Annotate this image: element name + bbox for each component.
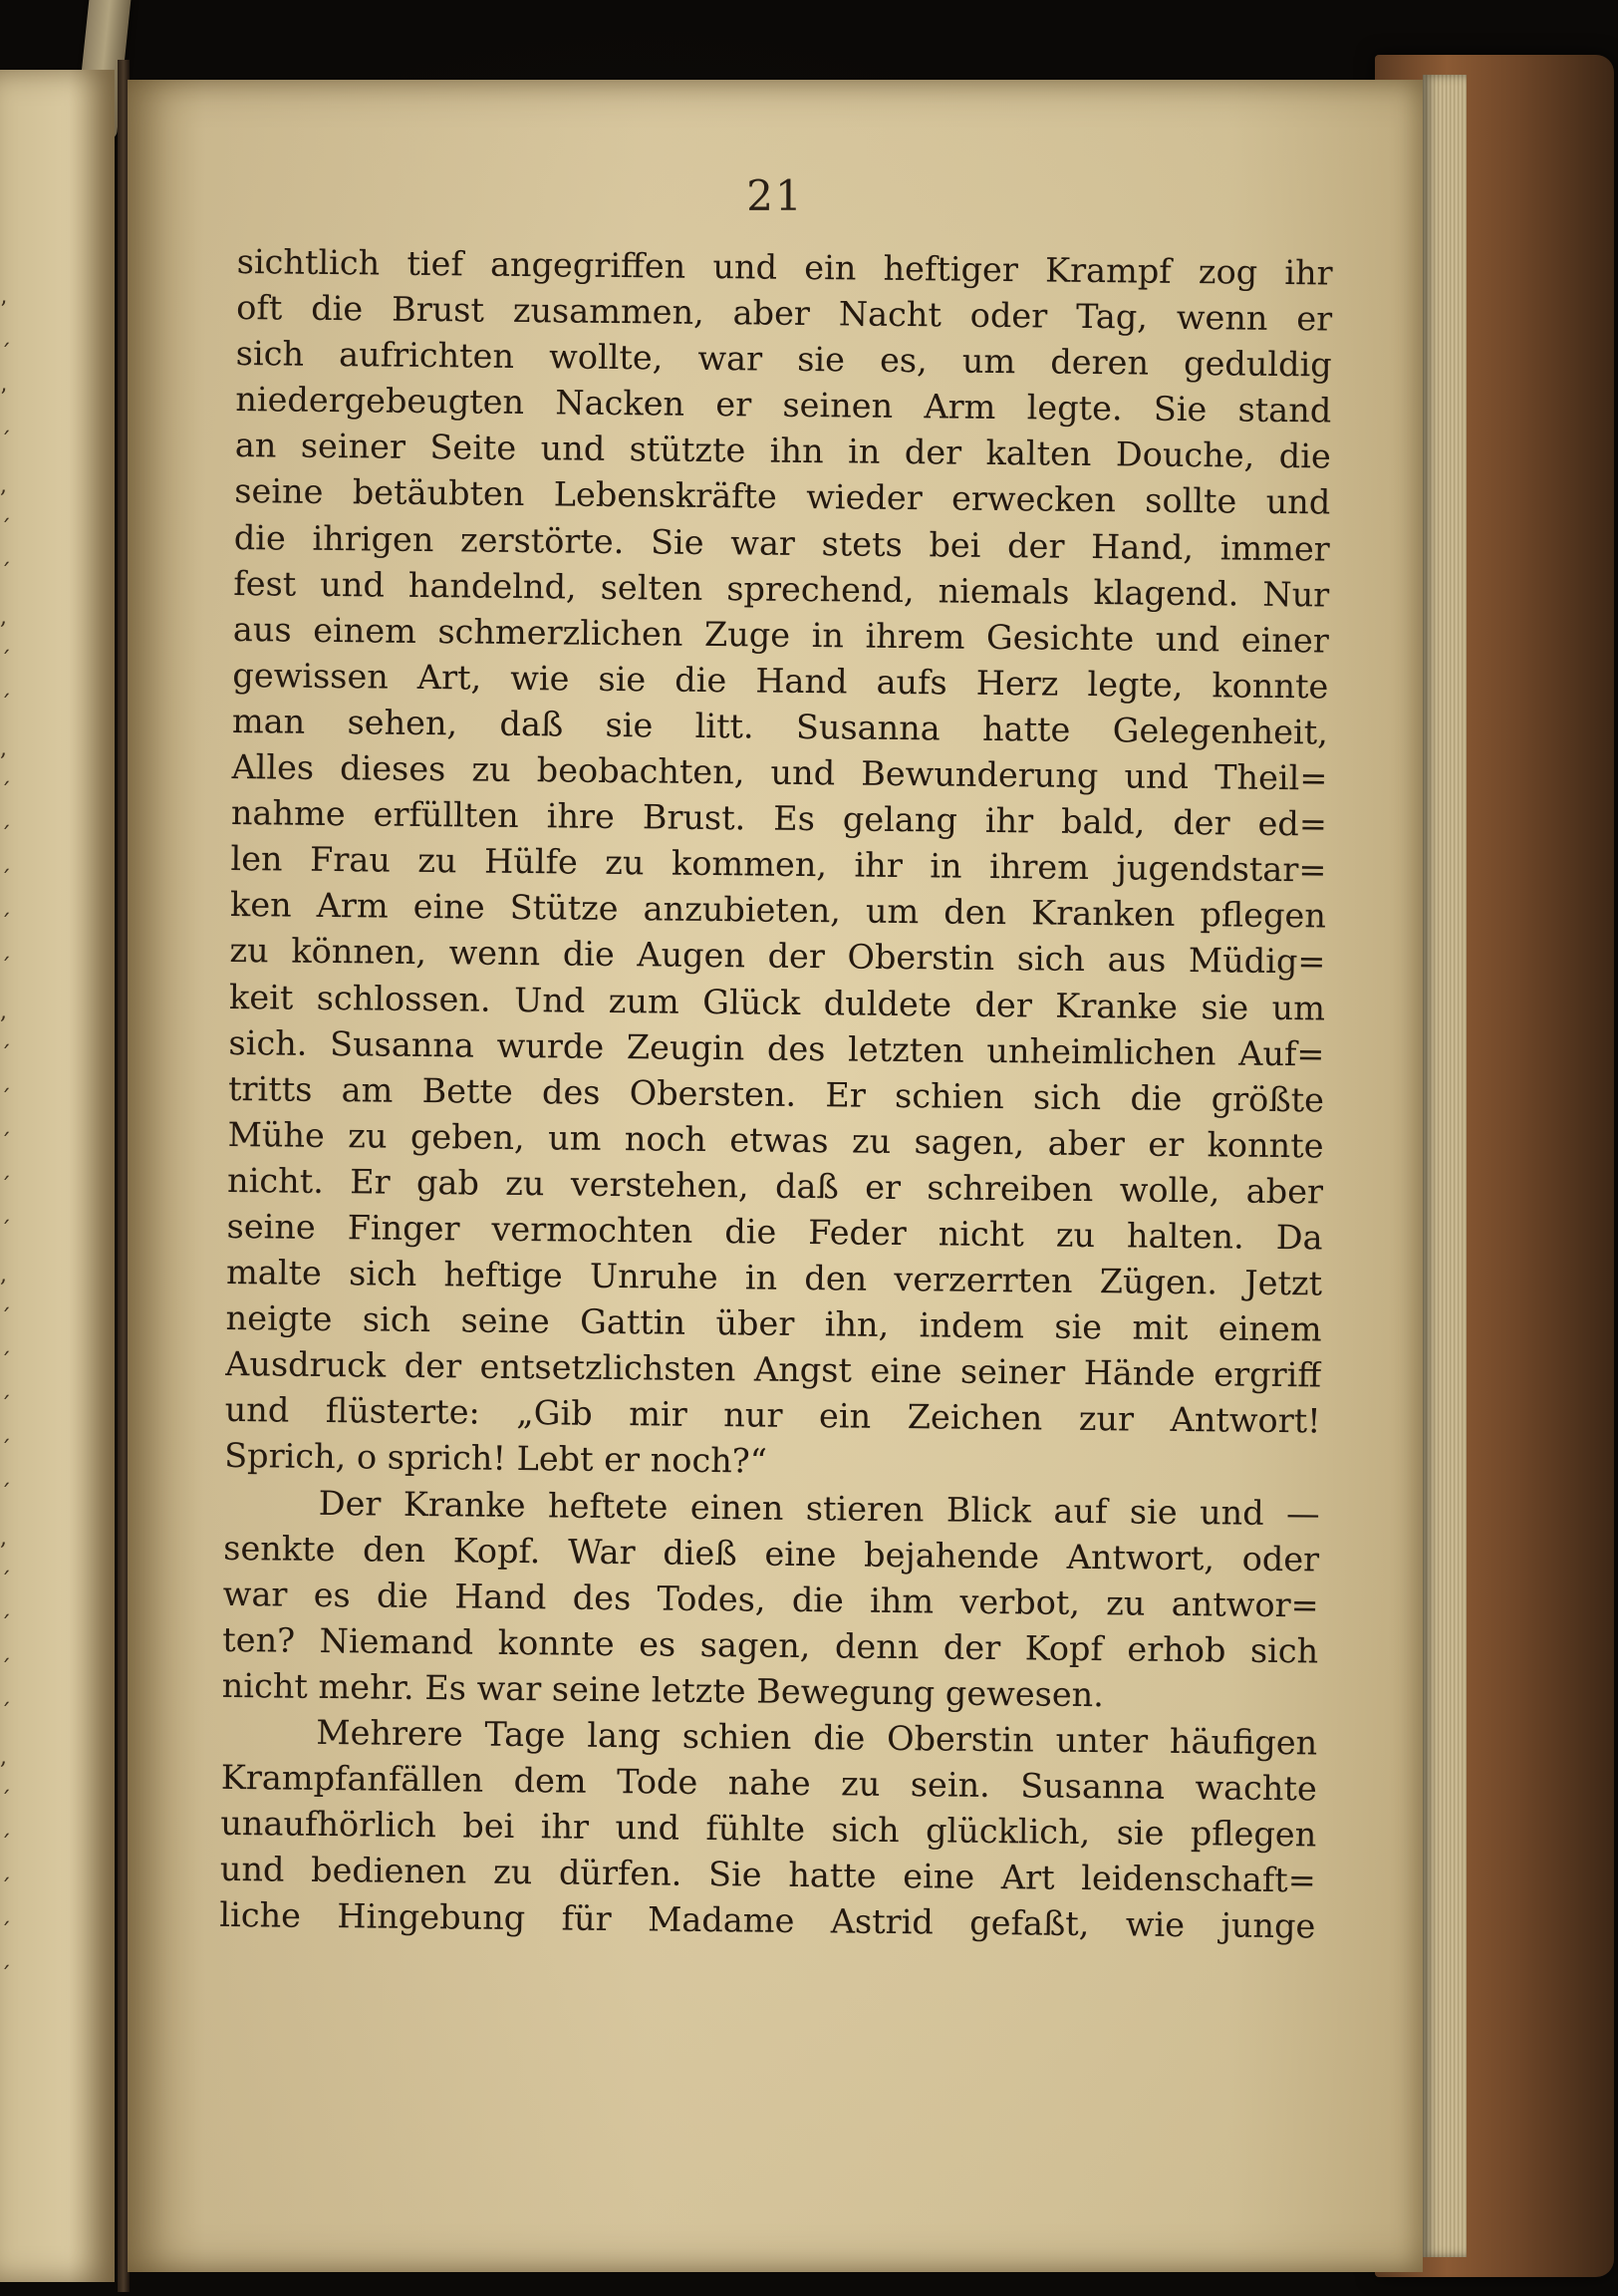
- text-line: sich aufrichten wollte, war sie es, um deren geduldig: [235, 334, 1332, 385]
- page-text: [219, 239, 1333, 1950]
- page-edges: [1423, 75, 1467, 2257]
- text-line: und bedienen zu dürfen. Sie hatte eine Art leidenschaft=: [219, 1850, 1317, 1900]
- text-line: seine Finger vermochten die Feder nicht zu halten. Da: [226, 1206, 1323, 1258]
- text-line: oft die Brust zusammen, aber Nacht oder Tag, wenn er: [236, 288, 1333, 339]
- text-line: unaufhörlich bei ihr und fühlte sich glücklich, sie pflegen: [220, 1804, 1317, 1855]
- text-line: Alles dieses zu beobachten, und Bewunderung und Theil=: [231, 747, 1328, 798]
- text-line: keit schlossen. Und zum Glück duldete der Kranke sie um: [228, 977, 1326, 1027]
- text-line: sichtlich tief angegriffen und ein heftiger Krampf zog ihr: [236, 241, 1333, 293]
- text-line: len Frau zu Hülfe zu kommen, ihr in ihrem jugendstar=: [230, 839, 1327, 890]
- text-line: Der Kranke heftete einen stieren Blick auf sie und —: [318, 1483, 1320, 1533]
- text-line: nahme erfüllten ihre Brust. Es gelang ihr bald, der ed=: [230, 793, 1328, 844]
- text-line: zu können, wenn die Augen der Oberstin sich aus Müdig=: [229, 931, 1326, 982]
- text-line: aus einem schmerzlichen Zuge in ihrem Gesichte und einer: [232, 609, 1330, 661]
- text-line: neigte sich seine Gattin über ihn, indem sie mit einem: [225, 1298, 1322, 1349]
- page-number: 21: [746, 171, 804, 220]
- text-line: niedergebeugten Nacken er seinen Arm legte. Sie stand: [235, 380, 1332, 430]
- text-line: Ausdruck der entsetzlichsten Angst eine seiner Hände ergriff: [224, 1344, 1322, 1395]
- text-line: seine betäubten Lebenskräfte wieder erwecken sollte und: [234, 471, 1331, 522]
- text-line: an seiner Seite und stützte ihn in der kalten Douche, die: [234, 426, 1331, 476]
- facing-page-marks: ’ ´ ’ ´ , ´ ´ , ´ ´ , ´ ´ ´ ´ ´ , ´ ´ ´ ´ ´ , ´ ´ ´ ´ ´ , ´ ´ ´ ´ , ´ ´ ´ ´ ´: [0, 298, 11, 1989]
- text-line: fest und handelnd, selten sprechend, niemals klagend. Nur: [233, 563, 1330, 615]
- text-line: war es die Hand des Todes, die ihm verbot, zu antwor=: [222, 1574, 1319, 1625]
- text-line: ten? Niemand konnte es sagen, denn der Kopf erhob sich: [222, 1619, 1319, 1671]
- text-line: Mühe zu geben, um noch etwas zu sagen, aber er konnte: [227, 1114, 1324, 1166]
- text-line: nicht mehr. Es war seine letzte Bewegung gewesen.: [221, 1665, 1105, 1715]
- book-page: [128, 80, 1423, 2272]
- text-line: nicht. Er gab zu verstehen, daß er schreiben wolle, aber: [226, 1160, 1324, 1212]
- text-line: gewissen Art, wie sie die Hand aufs Herz legte, konnte: [232, 655, 1329, 707]
- text-line: malte sich heftige Unruhe in den verzerrten Zügen. Jetzt: [225, 1253, 1323, 1303]
- text-line: sich. Susanna wurde Zeugin des letzten unheimlichen Auf=: [228, 1022, 1325, 1074]
- text-line: tritts am Bette des Obersten. Er schien sich die größte: [227, 1068, 1325, 1120]
- text-line: Mehrere Tage lang schien die Oberstin unter häufigen: [316, 1712, 1318, 1763]
- text-line: Sprich, o sprich! Lebt er noch?“: [224, 1436, 768, 1482]
- text-line: die ihrigen zerstörte. Sie war stets bei der Hand, immer: [233, 517, 1331, 569]
- text-line: man sehen, daß sie litt. Susanna hatte Gelegenheit,: [231, 701, 1329, 752]
- text-line: ken Arm eine Stütze anzubieten, um den Kranken pflegen: [229, 885, 1327, 936]
- text-line: und flüsterte: „Gib mir nur ein Zeichen zur Antwort!: [224, 1390, 1321, 1441]
- text-line: Krampfanfällen dem Tode nahe zu sein. Susanna wachte: [220, 1758, 1317, 1809]
- text-line: liche Hingebung für Madame Astrid gefaßt, wie junge: [219, 1895, 1316, 1946]
- text-line: senkte den Kopf. War dieß eine bejahende Antwort, oder: [223, 1528, 1320, 1579]
